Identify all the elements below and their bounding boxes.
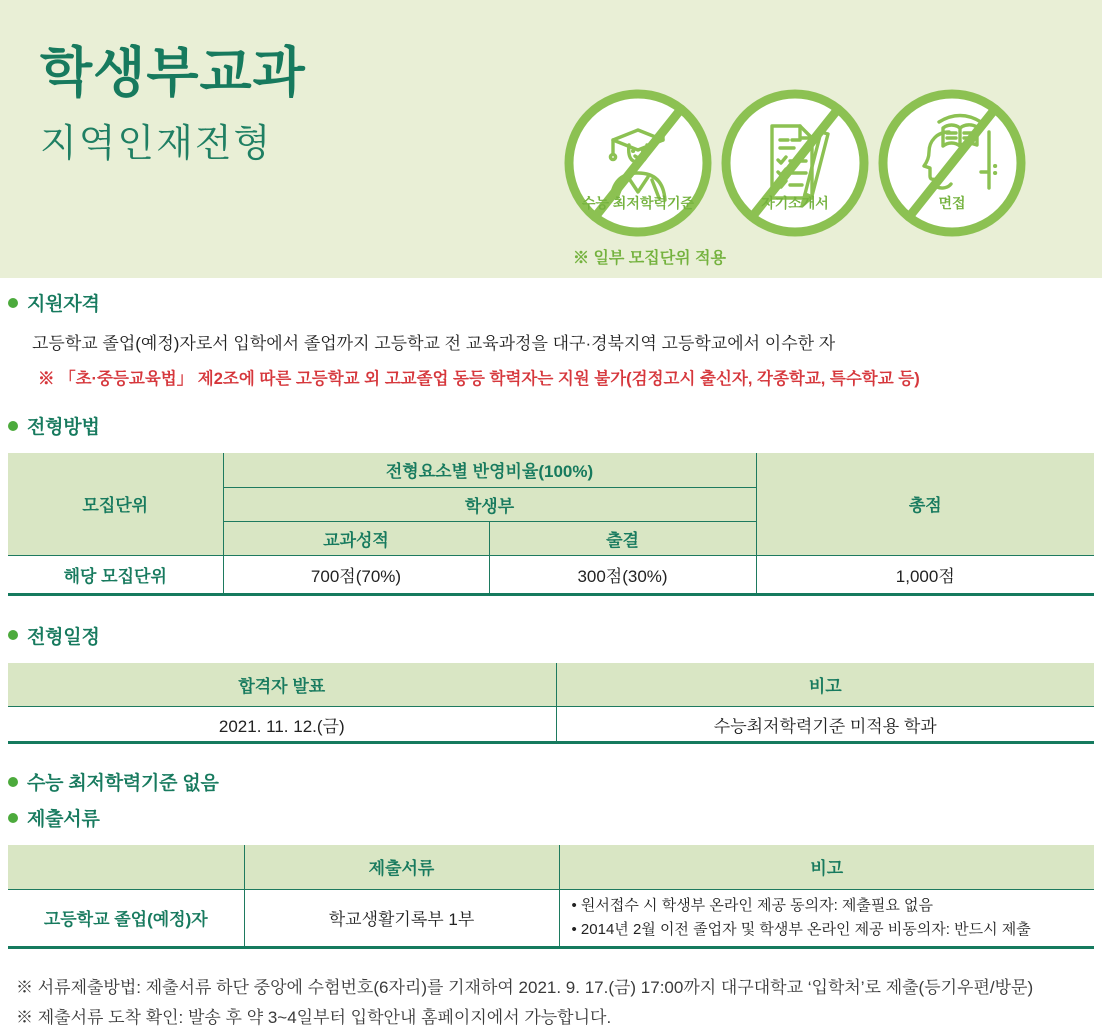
- col-header-announcement: 합격자 발표: [8, 663, 556, 707]
- cell-remark-notes: [559, 889, 1094, 947]
- section-schedule-heading: [8, 596, 1094, 649]
- bullet-icon: [8, 421, 18, 431]
- remark-note-line: • 2014년 2월 이전 졸업자 및 학생부 온라인 제공 비동의자: 반드시 제출: [571, 920, 1031, 938]
- bullet-icon: [8, 630, 18, 640]
- cell-announcement-date: 2021. 11. 12.(금): [8, 707, 556, 743]
- eligibility-body-text: 고등학교 졸업(예정)자로서 입학에서 졸업까지 고등학교 전 교육과정을 대구·경북지역 고등학교에서 이수한 자: [32, 334, 836, 353]
- header-band: [0, 0, 1102, 278]
- col-header-record: 학생부: [223, 487, 756, 521]
- badge-csat-minimum: [563, 88, 713, 238]
- table-row: [8, 889, 1094, 947]
- badge-label-self-introduction: 자기소개서: [761, 195, 829, 211]
- cell-attendance: 300점(30%): [489, 555, 756, 594]
- cell-unit: 해당 모집단위: [8, 555, 223, 594]
- badge-interview: [877, 88, 1027, 238]
- col-header-documents: 제출서류: [244, 845, 559, 889]
- graduate-crossed-icon: [563, 88, 713, 238]
- method-table: [8, 453, 1094, 596]
- remark-note-line: • 원서접수 시 학생부 온라인 제공 동의자: 제출필요 없음: [571, 897, 934, 915]
- col-header-ratio: 전형요소별 반영비율(100%): [223, 453, 756, 487]
- cell-remark: 수능최저학력기준 미적용 학과: [556, 707, 1094, 743]
- section-documents-heading: [8, 795, 1094, 831]
- page-subtitle: 지역인재전형: [40, 123, 273, 165]
- badge-applicability-note: ※ 일부 모집단위 적용: [573, 250, 726, 267]
- section-heading-text: 수능 최저학력기준 없음: [27, 773, 219, 794]
- section-heading-text: 지원자격: [27, 294, 100, 315]
- eligibility-warning-text: ※ 「초·중등교육법」 제2조에 따른 고등학교 외 고교졸업 동등 학력자는 지원 불가(검정고시 출신자, 각종학교, 특수학교 등): [38, 370, 920, 388]
- document-body: [0, 278, 1102, 1034]
- footer-note-line: ※ 제출서류 도착 확인: 발송 후 약 3~4일부터 입학안내 홈페이지에서 가능합니다.: [16, 1008, 612, 1028]
- bullet-icon: [8, 777, 18, 787]
- footer-notes: [16, 973, 1094, 1034]
- self-introduction-crossed-icon: [720, 88, 870, 238]
- col-header-attendance: 출결: [489, 521, 756, 555]
- interview-crossed-icon: [877, 88, 1027, 238]
- section-heading-text: 제출서류: [27, 809, 100, 830]
- page-title: 학생부교과: [40, 43, 306, 103]
- schedule-table: [8, 663, 1094, 745]
- col-header-remark: 비고: [559, 845, 1094, 889]
- cell-target-group: 고등학교 졸업(예정)자: [8, 889, 244, 947]
- bullet-icon: [8, 298, 18, 308]
- requirement-badges: [563, 88, 1027, 238]
- col-header-remark: 비고: [556, 663, 1094, 707]
- section-method-heading: [8, 389, 1094, 439]
- bullet-icon: [8, 813, 18, 823]
- section-minimum-standard-heading: [8, 744, 1094, 795]
- col-header-blank: [8, 845, 244, 889]
- table-row: [8, 555, 1094, 594]
- badge-self-introduction: [720, 88, 870, 238]
- badge-label-interview: 면접: [938, 195, 966, 211]
- section-heading-text: 전형방법: [27, 417, 100, 438]
- section-eligibility-heading: [8, 278, 1094, 316]
- cell-subject-score: 700점(70%): [223, 555, 489, 594]
- col-header-total: 총점: [756, 453, 1094, 555]
- badge-label-csat: 수능 최저학력기준: [581, 195, 695, 211]
- table-row: [8, 707, 1094, 743]
- footer-note-line: ※ 서류제출방법: 제출서류 하단 중앙에 수험번호(6자리)를 기재하여 2021. 9. 17.(금) 17:00까지 대구대학교 ‘입학처’로 제출(등기우편/방문): [16, 977, 1034, 997]
- cell-required-document: 학교생활기록부 1부: [244, 889, 559, 947]
- cell-total: 1,000점: [756, 555, 1094, 594]
- col-header-unit: 모집단위: [8, 453, 223, 555]
- documents-table: [8, 845, 1094, 949]
- section-heading-text: 전형일정: [27, 626, 100, 648]
- col-header-subject-score: 교과성적: [223, 521, 489, 555]
